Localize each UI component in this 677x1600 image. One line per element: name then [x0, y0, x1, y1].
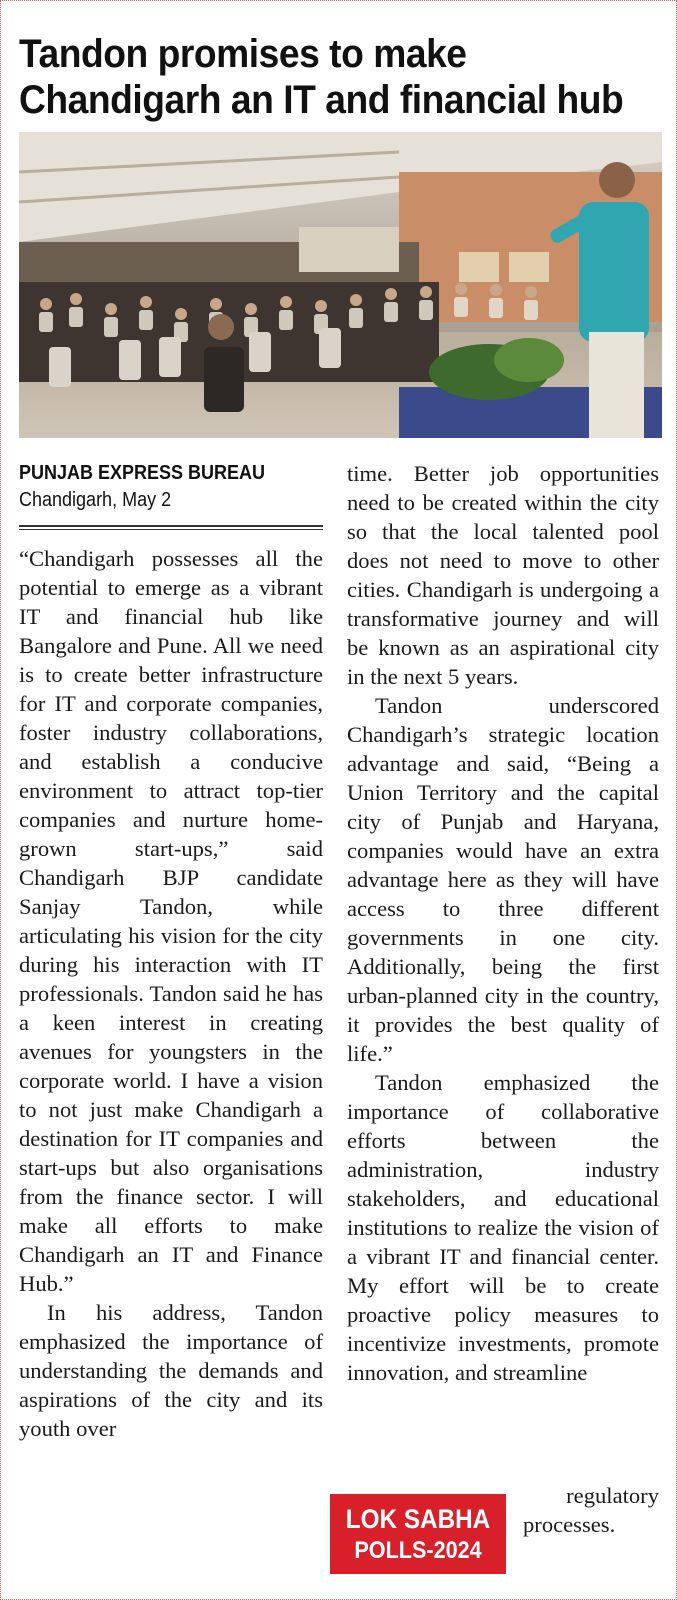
- article-tail-line: [523, 1481, 659, 1510]
- byline-bureau: PUNJAB EXPRESS BUREAU: [19, 462, 266, 484]
- badge-line-2: POLLS-2024: [354, 1537, 482, 1564]
- audience-hall-illustration: [19, 132, 662, 438]
- column-2: [347, 459, 659, 1387]
- article-paragraph: “Chandigarh possesses all the potential to emerge as a vibrant IT and financial hub like Bangalore and Pune. All we need is to create better infrastructure for IT and corporate companies, foster industry collaborations, and establish a conducive environment to attract top-tier companies and nurture home-grown start-ups,” said Chandigarh BJP candidate Sanjay Tandon, while articulating his vision for the city during his interaction with IT professionals. Tandon said he has a keen interest in creating avenues for youngsters in the corporate world. I have a vision to not just make Chandigarh a destination for IT companies and start-ups but also organisations from the finance sector. I will make all efforts to make Chandigarh an IT and Finance Hub.”: [19, 546, 323, 1296]
- article-paragraph: Tandon underscored Chandigarh’s strategic location advantage and said, “Being a Union Territory and the capital city of Punjab and Haryana, companies would have an extra advantage here as they will have access to three different governments in one city. Additionally, being the first urban-planned city in the country, it provides the best quality of life.”: [347, 693, 659, 1066]
- byline-rule: [19, 525, 323, 530]
- article-paragraph: In his address, Tandon emphasized the importance of understanding the demands and aspirations of the city and its youth over: [19, 1300, 323, 1441]
- tail-word-processes: processes.: [523, 1512, 616, 1537]
- badge-line-1: LOK SABHA: [345, 1504, 491, 1534]
- article-tail-line: [523, 1510, 643, 1539]
- article-paragraph: time. Better job opportunities need to be created within the city so that the local talented pool does not need to move to other cities. Chandigarh is undergoing a transformative journey and will be known as an aspirational city in the next 5 years.: [347, 461, 659, 689]
- headline: Tandon promises to make Chandigarh an IT and financial hub: [19, 32, 624, 122]
- article-paragraph: Tandon emphasized the importance of collaborative efforts between the administration, industry stakeholders, and educational institutions to realize the vision of a vibrant IT and financial center. My effort will be to create proactive policy measures to incentivize investments, promote innovation, and streamline: [347, 1070, 659, 1385]
- tail-word-regulatory: regulatory: [566, 1483, 659, 1508]
- lok-sabha-polls-badge: [330, 1494, 506, 1574]
- column-1: [19, 459, 323, 1443]
- event-photo: [19, 132, 662, 438]
- byline-dateline: Chandigarh, May 2: [19, 489, 172, 511]
